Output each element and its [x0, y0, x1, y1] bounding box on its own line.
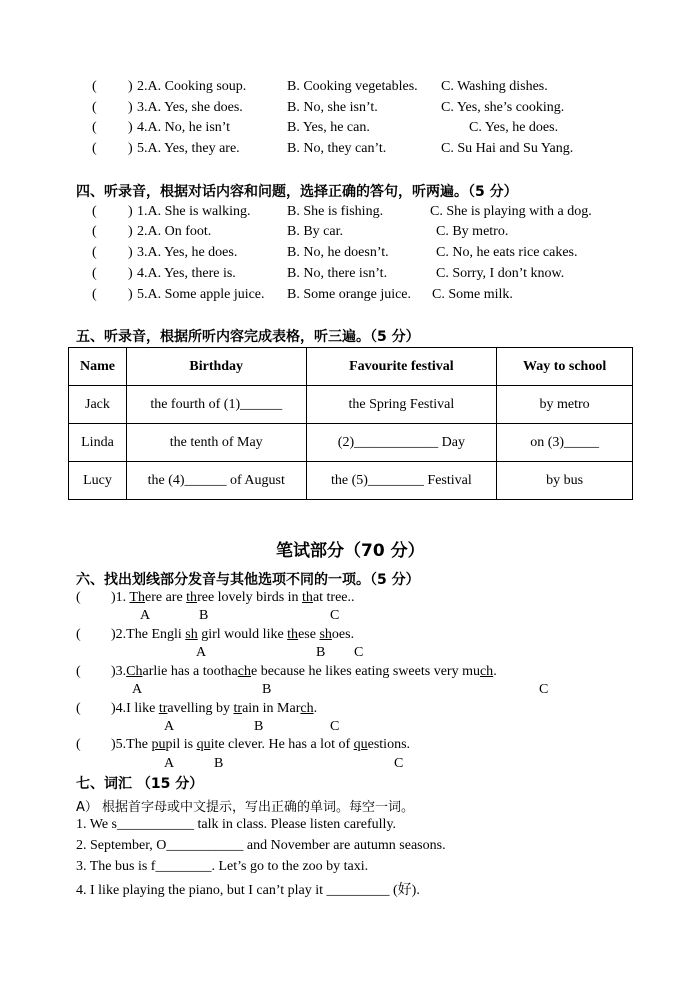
sec4-q1-a: 1.A. She is walking. — [137, 204, 251, 219]
sec6-q3-label-c: C — [539, 682, 549, 697]
sec6-q3-sentence: )3.Charlie has a toothаche because he likes eating sweets very much. — [111, 664, 497, 679]
sec6-q5-label-b: B — [214, 756, 224, 771]
sec3-q3-paren[interactable]: ( — [92, 100, 97, 115]
sec4-q4-paren[interactable]: ( — [92, 266, 97, 281]
written-part-title: 笔试部分（70 分） — [276, 541, 425, 561]
sec7-instruction: A） 根据首字母或中文提示，写出正确的单词。每空一词。 — [76, 800, 415, 815]
sec7-item-3[interactable]: 3. The bus is f________. Let’s go to the zoo by taxi. — [76, 859, 369, 874]
sec4-q5-c: C. Some milk. — [432, 287, 513, 302]
sec4-q5-b: B. Some orange juice. — [287, 287, 412, 302]
sec4-q4-a: 4.A. Yes, there is. — [137, 266, 236, 281]
sec7-item-4[interactable]: 4. I like playing the piano, but I can’t play it _________ (好). — [76, 883, 420, 898]
sec3-q4-paren[interactable]: ( — [92, 120, 97, 135]
sec5-title: 五、听录音，根据所听内容完成表格，听三遍。（5 分） — [76, 329, 420, 345]
table-cell-blank-5[interactable]: the (5)________ Festival — [306, 462, 497, 500]
sec6-q4-label-c: C — [330, 719, 340, 734]
table-row — [69, 462, 633, 500]
sec4-q4-close: ) — [128, 266, 133, 281]
sec3-q5-c: C. Su Hai and Su Yang. — [441, 141, 574, 156]
sec4-title: 四、听录音，根据对话内容和问题，选择正确的答句，听两遍。（5 分） — [76, 184, 518, 200]
table-cell: the tenth of May — [126, 424, 306, 462]
sec4-q2-paren[interactable]: ( — [92, 224, 97, 239]
sec6-q5-label-a: A — [164, 756, 175, 771]
table-cell-blank-4[interactable]: the (4)______ of August — [126, 462, 306, 500]
table-cell: by metro — [497, 386, 633, 424]
table-cell: Linda — [69, 424, 127, 462]
sec6-q4-sentence: )4.I like travelling by train in March. — [111, 701, 318, 716]
sec7-item-1[interactable]: 1. We s___________ talk in class. Please listen carefully. — [76, 817, 397, 832]
sec4-q3-a: 3.A. Yes, he does. — [137, 245, 238, 260]
sec6-q1-paren[interactable]: ( — [76, 590, 81, 605]
sec4-q3-paren[interactable]: ( — [92, 245, 97, 260]
sec6-q1-sentence: )1. There are three lovely birds in that tree.. — [111, 590, 355, 605]
sec4-q4-c: C. Sorry, I don’t know. — [436, 266, 565, 281]
sec6-q1-label-b: B — [199, 608, 209, 623]
sec3-q5-b: B. No, they can’t. — [287, 141, 387, 156]
sec6-q4-label-b: B — [254, 719, 264, 734]
info-table — [68, 347, 633, 500]
table-header-row — [69, 348, 633, 386]
sec6-q4-paren[interactable]: ( — [76, 701, 81, 716]
sec6-q3-label-b: B — [262, 682, 272, 697]
table-cell: by bus — [497, 462, 633, 500]
sec6-q2-paren[interactable]: ( — [76, 627, 81, 642]
sec6-q2-label-b: B — [316, 645, 326, 660]
sec4-q2-a: 2.A. On foot. — [137, 224, 212, 239]
sec6-q2-label-a: A — [196, 645, 207, 660]
sec6-q4-label-a: A — [164, 719, 175, 734]
sec4-q1-paren[interactable]: ( — [92, 204, 97, 219]
table-header: Name — [69, 348, 127, 386]
sec4-q2-close: ) — [128, 224, 133, 239]
sec3-q4-close: ) — [128, 120, 133, 135]
sec4-q1-b: B. She is fishing. — [287, 204, 384, 219]
sec4-q2-b: B. By car. — [287, 224, 343, 239]
sec6-q5-paren[interactable]: ( — [76, 737, 81, 752]
sec4-q5-a: 5.A. Some apple juice. — [137, 287, 265, 302]
sec3-q5-a: 5.A. Yes, they are. — [137, 141, 240, 156]
sec3-q5-paren[interactable]: ( — [92, 141, 97, 156]
sec4-q1-c: C. She is playing with a dog. — [430, 204, 592, 219]
sec3-q5-close: ) — [128, 141, 133, 156]
sec4-q2-c: C. By metro. — [436, 224, 509, 239]
table-cell-blank-2[interactable]: (2)____________ Day — [306, 424, 497, 462]
sec4-q3-b: B. No, he doesn’t. — [287, 245, 389, 260]
table-header: Way to school — [497, 348, 633, 386]
sec3-q3-a: 3.A. Yes, she does. — [137, 100, 243, 115]
sec4-q1-close: ) — [128, 204, 133, 219]
table-cell: Lucy — [69, 462, 127, 500]
table-header: Favourite festival — [306, 348, 497, 386]
sec3-q2-c: C. Washing dishes. — [441, 79, 548, 94]
sec6-q1-label-a: A — [140, 608, 151, 623]
sec6-q3-paren[interactable]: ( — [76, 664, 81, 679]
sec6-q5-label-c: C — [394, 756, 404, 771]
sec3-q2-paren[interactable]: ( — [92, 79, 97, 94]
sec3-q3-close: ) — [128, 100, 133, 115]
table-cell: the Spring Festival — [306, 386, 497, 424]
table-cell-blank-3[interactable]: on (3)_____ — [497, 424, 633, 462]
table-row — [69, 424, 633, 462]
sec6-q2-label-c: C — [354, 645, 364, 660]
sec3-q4-c: C. Yes, he does. — [469, 120, 559, 135]
table-row — [69, 386, 633, 424]
sec7-title: 七、词汇 （15 分） — [76, 776, 204, 792]
sec4-q4-b: B. No, there isn’t. — [287, 266, 388, 281]
sec6-q3-label-a: A — [132, 682, 143, 697]
sec3-q3-c: C. Yes, she’s cooking. — [441, 100, 565, 115]
sec4-q5-close: ) — [128, 287, 133, 302]
sec3-q4-a: 4.A. No, he isn’t — [137, 120, 231, 135]
sec3-q2-b: B. Cooking vegetables. — [287, 79, 418, 94]
sec3-q3-b: B. No, she isn’t. — [287, 100, 378, 115]
table-cell: Jack — [69, 386, 127, 424]
sec3-q2-a: 2.A. Cooking soup. — [137, 79, 247, 94]
sec7-item-2[interactable]: 2. September, O___________ and November are autumn seasons. — [76, 838, 446, 853]
sec6-q5-sentence: )5.The pupil is quite clever. He has a lot of questions. — [111, 737, 411, 752]
sec3-q2-close: ) — [128, 79, 133, 94]
table-header: Birthday — [126, 348, 306, 386]
sec4-q3-close: ) — [128, 245, 133, 260]
sec6-q2-sentence: )2.The Engli sh girl would like these shoes. — [111, 627, 355, 642]
sec6-q1-label-c: C — [330, 608, 340, 623]
sec4-q5-paren[interactable]: ( — [92, 287, 97, 302]
sec4-q3-c: C. No, he eats rice cakes. — [436, 245, 578, 260]
table-cell-blank-1[interactable]: the fourth of (1)______ — [126, 386, 306, 424]
sec6-title: 六、找出划线部分发音与其他选项不同的一项。（5 分） — [76, 572, 420, 588]
sec3-q4-b: B. Yes, he can. — [287, 120, 370, 135]
